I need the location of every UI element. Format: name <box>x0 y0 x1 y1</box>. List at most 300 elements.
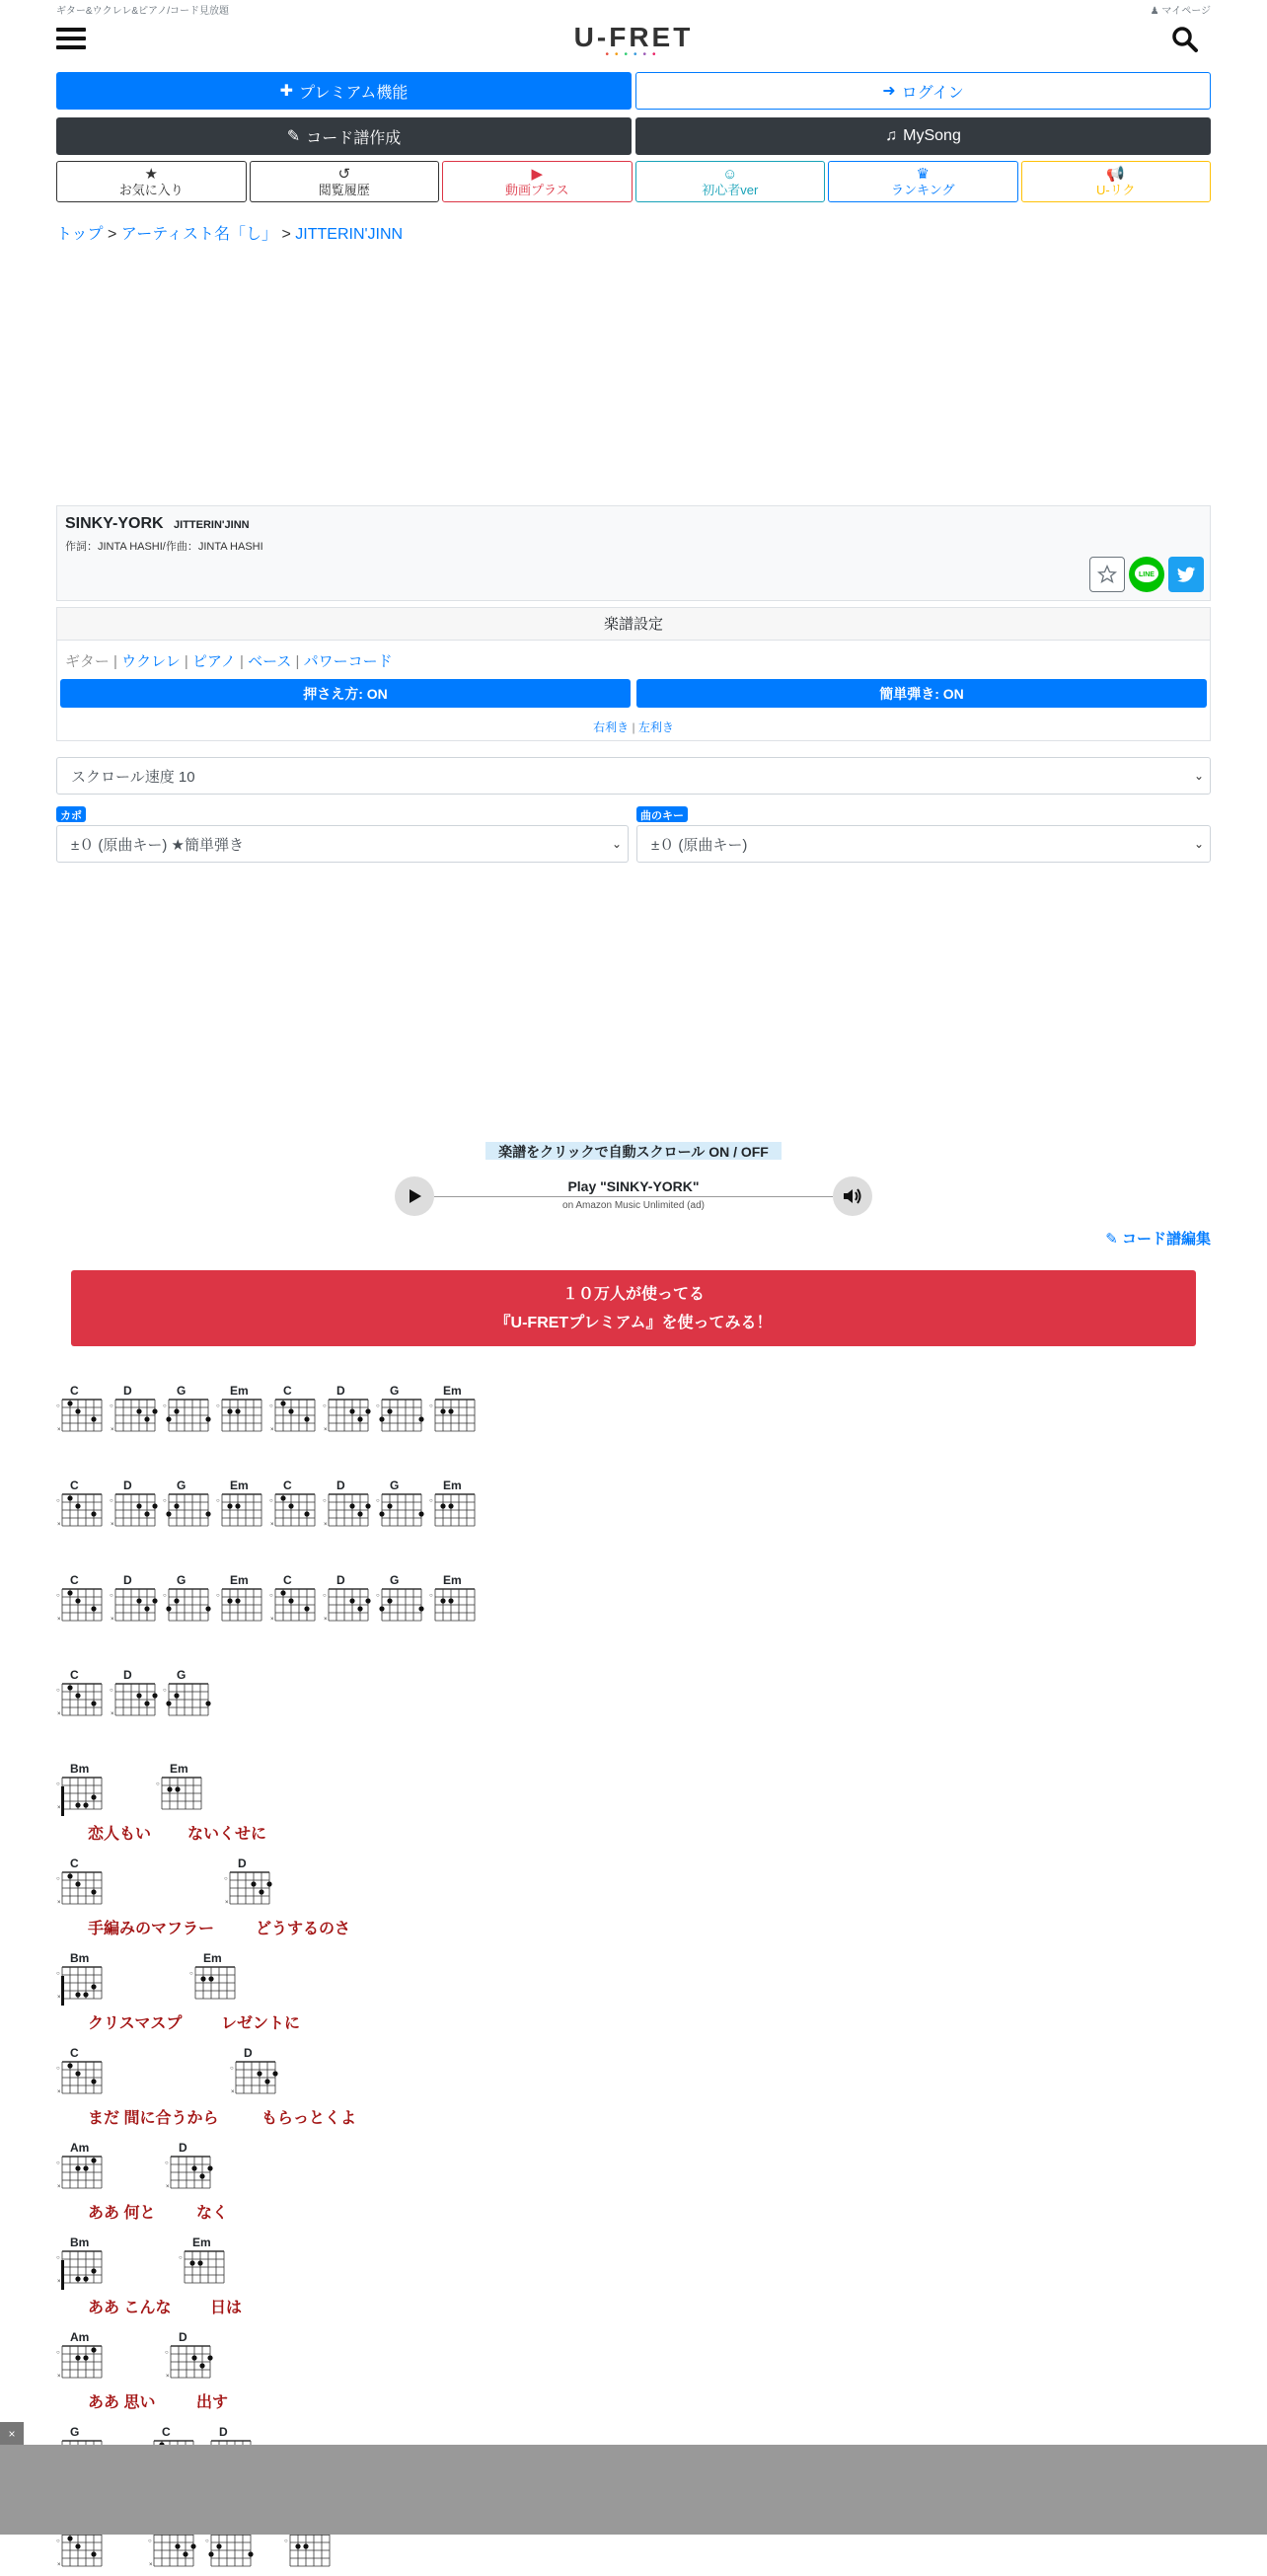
nav-request[interactable] <box>1021 161 1212 202</box>
chord-fretboard-icon <box>110 1680 155 1722</box>
chord-diagram[interactable] <box>269 1384 319 1441</box>
chord-fretboard-icon <box>205 2531 251 2573</box>
chord-name: Em <box>443 1573 462 1587</box>
chord-diagram[interactable] <box>189 1951 239 2008</box>
svg-text:○: ○ <box>269 1593 273 1599</box>
svg-text:×: × <box>57 1522 61 1528</box>
user-plus-icon: ✚ <box>279 83 294 100</box>
chord-name: Em <box>230 1573 249 1587</box>
svg-text:×: × <box>57 2562 61 2568</box>
svg-text:×: × <box>111 1522 114 1528</box>
premium-button[interactable] <box>56 72 632 110</box>
svg-text:×: × <box>57 1711 61 1717</box>
chord-diagram[interactable] <box>216 1384 265 1441</box>
chord-diagram[interactable] <box>110 1384 159 1441</box>
chord-diagram[interactable] <box>156 1762 205 1819</box>
line-share-icon[interactable] <box>1129 557 1164 592</box>
chord-fretboard-icon <box>269 1585 315 1628</box>
svg-text:×: × <box>270 1522 274 1528</box>
svg-text:○: ○ <box>269 1498 273 1504</box>
svg-text:○: ○ <box>165 2160 169 2166</box>
chord-name: Em <box>443 1384 462 1398</box>
svg-text:○: ○ <box>429 1498 433 1504</box>
chord-fretboard-icon <box>148 2531 193 2573</box>
chord-diagram[interactable] <box>429 1384 479 1441</box>
chord-diagram[interactable] <box>323 1573 372 1630</box>
svg-text:×: × <box>111 1617 114 1623</box>
svg-text:○: ○ <box>56 1403 60 1409</box>
history-icon: ↺ <box>337 165 351 183</box>
svg-text:×: × <box>166 2184 170 2190</box>
chord-diagram[interactable] <box>56 1762 106 1819</box>
chord-fretboard-icon <box>56 1680 102 1722</box>
chord-name: Bm <box>70 1951 90 1965</box>
chord-diagram[interactable] <box>56 2330 106 2387</box>
tab-ukulele[interactable]: ウクレレ <box>121 653 181 670</box>
chord-diagram[interactable] <box>56 1478 106 1536</box>
chord-name: Em <box>203 1951 222 1965</box>
chord-fretboard-icon <box>269 1490 315 1533</box>
svg-text:×: × <box>324 1617 328 1623</box>
amazon-music-player <box>395 1176 872 1220</box>
chord-fretboard-icon <box>216 1585 261 1628</box>
chord-name: C <box>70 1384 79 1398</box>
chord-fretboard-icon <box>376 1585 421 1628</box>
chord-name: Am <box>70 2330 90 2344</box>
svg-text:×: × <box>57 1427 61 1433</box>
chord-diagram[interactable] <box>110 1573 159 1630</box>
svg-text:○: ○ <box>56 1971 60 1977</box>
player-title: Play "SINKY-YORK" <box>567 1178 700 1194</box>
tab-power-chord[interactable]: パワーコード <box>303 653 393 670</box>
capo-value: ±０ (原曲キー) ★簡単弾き <box>71 836 245 854</box>
chord-name: G <box>390 1384 400 1398</box>
chord-name: D <box>123 1668 132 1682</box>
chord-name: D <box>123 1573 132 1587</box>
chord-edit-link[interactable] <box>1105 1228 1211 1249</box>
chord-diagram[interactable] <box>110 1668 159 1725</box>
chord-fretboard-icon <box>110 1396 155 1438</box>
lyric-text: まだ 間に合うから <box>88 2110 219 2127</box>
login-label: ログイン <box>901 84 964 102</box>
premium-banner-line2: 『U-FRETプレミアム』を使ってみる！ <box>494 1315 773 1331</box>
nav-label: 閲覧履歴 <box>318 182 370 197</box>
breadcrumb-artist-index[interactable]: アーティスト名「し」 <box>120 226 278 243</box>
svg-text:○: ○ <box>156 1781 160 1787</box>
svg-text:×: × <box>57 1900 61 1906</box>
svg-text:○: ○ <box>56 2255 60 2261</box>
chord-diagram[interactable] <box>56 2235 106 2293</box>
lyric-text: ああ こんな <box>88 2300 172 2316</box>
favorite-star-icon[interactable] <box>1089 557 1125 592</box>
svg-text:○: ○ <box>323 1593 327 1599</box>
chord-diagram[interactable] <box>376 1384 425 1441</box>
youtube-icon: ▶ <box>531 165 544 183</box>
chord-fretboard-icon <box>56 1774 102 1816</box>
chord-fretboard-icon <box>429 1396 475 1438</box>
right-hand-link[interactable]: 右利き <box>593 720 630 734</box>
svg-text:○: ○ <box>224 1876 228 1882</box>
nav-label: ランキング <box>890 182 955 197</box>
chord-diagram[interactable] <box>165 2141 214 2198</box>
chord-diagram[interactable] <box>165 2330 214 2387</box>
chord-diagram[interactable] <box>224 1856 273 1914</box>
svg-text:○: ○ <box>205 2538 209 2544</box>
chord-fretboard-icon <box>56 1585 102 1628</box>
svg-text:○: ○ <box>323 1403 327 1409</box>
svg-text:○: ○ <box>376 1403 380 1409</box>
chord-name: D <box>179 2330 187 2344</box>
chord-diagram[interactable] <box>216 1573 265 1630</box>
svg-text:×: × <box>111 1711 114 1717</box>
chord-diagram[interactable] <box>56 1573 106 1630</box>
svg-text:×: × <box>57 1995 61 2001</box>
chord-diagram[interactable] <box>163 1668 212 1725</box>
chord-diagram[interactable] <box>230 2046 279 2103</box>
svg-text:○: ○ <box>56 1498 60 1504</box>
quick-nav <box>56 161 1211 202</box>
nav-label: お気に入り <box>118 182 184 197</box>
svg-text:○: ○ <box>56 2160 60 2166</box>
svg-text:○: ○ <box>163 1593 167 1599</box>
auto-scroll-note[interactable]: 楽譜をクリックで自動スクロール ON / OFF <box>485 1142 782 1160</box>
lyric-text: どうするのさ <box>256 1921 351 1937</box>
chord-name: Am <box>70 2141 90 2155</box>
song-info <box>56 505 1211 601</box>
svg-text:○: ○ <box>56 2538 60 2544</box>
chord-diagram[interactable] <box>163 1573 212 1630</box>
chord-fretboard-icon <box>163 1680 208 1722</box>
bottom-ad-overlay <box>0 2445 1267 2535</box>
chord-name: D <box>336 1478 345 1492</box>
chord-fretboard-icon <box>110 1585 155 1628</box>
chord-diagram[interactable] <box>376 1478 425 1536</box>
svg-text:○: ○ <box>56 1781 60 1787</box>
svg-text:×: × <box>149 2562 153 2568</box>
breadcrumb-home[interactable]: トップ <box>56 226 104 243</box>
chord-fretboard-icon <box>56 2153 102 2195</box>
chord-name: C <box>283 1478 292 1492</box>
chord-name: D <box>244 2046 253 2060</box>
chevron-down-icon: ⌄ <box>1193 769 1204 783</box>
chord-fretboard-icon <box>163 1490 208 1533</box>
lyric-text: 出す <box>196 2394 229 2411</box>
easy-play-toggle-button[interactable]: 簡単弾き: ON <box>636 679 1207 708</box>
scroll-speed-select[interactable] <box>56 757 1211 795</box>
chord-diagram[interactable] <box>216 1478 265 1536</box>
svg-text:○: ○ <box>148 2538 152 2544</box>
svg-text:×: × <box>57 2279 61 2285</box>
scroll-speed-value: スクロール速度 10 <box>71 768 195 786</box>
svg-text:○: ○ <box>110 1593 113 1599</box>
lyric-text: 手編みのマフラー <box>88 1921 215 1937</box>
nav-favorites[interactable] <box>56 161 247 202</box>
sign-in-icon: ➜ <box>882 83 896 100</box>
chord-diagram[interactable] <box>269 1573 319 1630</box>
premium-label: プレミアム機能 <box>299 84 409 102</box>
key-badge: 曲のキー <box>636 806 688 822</box>
song-heading <box>65 515 250 533</box>
svg-text:○: ○ <box>429 1403 433 1409</box>
key-value: ±０ (原曲キー) <box>651 836 748 854</box>
volume-icon[interactable] <box>833 1176 872 1216</box>
site-tagline: ギター&ウクレレ&ピアノ/コード見放題 <box>56 6 229 17</box>
chord-diagram[interactable] <box>56 1856 106 1914</box>
settings-heading: 楽譜設定 <box>57 608 1210 641</box>
capo-badge: カポ <box>56 806 86 822</box>
nav-label: U-リク <box>1096 182 1136 197</box>
chord-fretboard-icon <box>224 1868 269 1911</box>
svg-text:○: ○ <box>56 2066 60 2072</box>
chevron-down-icon: ⌄ <box>1193 837 1204 851</box>
chord-name: Em <box>230 1478 249 1492</box>
nav-history[interactable] <box>250 161 440 202</box>
premium-banner-line1: １０万人が使ってる <box>561 1286 705 1303</box>
lyric-text: ないくせに <box>187 1826 267 1843</box>
instrument-tabs: ギター | ウクレレ | ピアノ | ベース | パワーコード <box>65 653 393 670</box>
chord-name: C <box>70 1668 79 1682</box>
svg-text:×: × <box>57 2089 61 2095</box>
svg-text:×: × <box>225 1900 229 1906</box>
chord-name: G <box>390 1478 400 1492</box>
logo[interactable] <box>574 22 694 60</box>
chord-name: G <box>177 1478 186 1492</box>
left-hand-link[interactable]: 左利き <box>637 720 674 734</box>
chord-fretboard-icon <box>230 2058 275 2100</box>
press-toggle-button[interactable]: 押さえ方: ON <box>60 679 631 708</box>
chord-diagram[interactable] <box>110 1478 159 1536</box>
nav-ranking[interactable] <box>828 161 1018 202</box>
svg-text:○: ○ <box>110 1498 113 1504</box>
logo-dots: •••••• <box>605 49 662 60</box>
chord-name: C <box>162 2425 171 2439</box>
svg-text:○: ○ <box>376 1593 380 1599</box>
chord-name: C <box>283 1573 292 1587</box>
svg-text:○: ○ <box>323 1498 327 1504</box>
song-title: SINKY-YORK <box>65 515 164 532</box>
close-icon[interactable]: × <box>0 2422 24 2446</box>
svg-text:×: × <box>324 1427 328 1433</box>
header <box>56 18 1211 65</box>
chord-diagram[interactable] <box>163 1384 212 1441</box>
chord-diagram[interactable] <box>163 1478 212 1536</box>
chord-name: G <box>177 1384 186 1398</box>
chord-name: C <box>70 1478 79 1492</box>
tab-guitar[interactable]: ギター <box>65 653 110 670</box>
chord-fretboard-icon <box>56 1868 102 1911</box>
chord-diagram[interactable] <box>56 2046 106 2103</box>
svg-text:×: × <box>270 1617 274 1623</box>
chord-fretboard-icon <box>429 1585 475 1628</box>
chord-fretboard-icon <box>165 2153 210 2195</box>
chord-diagram[interactable] <box>323 1478 372 1536</box>
svg-text:○: ○ <box>110 1403 113 1409</box>
menu-icon[interactable] <box>56 28 86 49</box>
chord-name: D <box>336 1384 345 1398</box>
chord-diagram[interactable] <box>56 1951 106 2008</box>
chord-fretboard-icon <box>56 2058 102 2100</box>
chord-name: G <box>177 1668 186 1682</box>
chord-fretboard-icon <box>56 2342 102 2385</box>
chord-name: G <box>177 1573 186 1587</box>
chord-name: Bm <box>70 1762 90 1776</box>
logo-text: U-FRET <box>573 22 694 52</box>
chord-fretboard-icon <box>376 1396 421 1438</box>
svg-text:×: × <box>57 2374 61 2380</box>
chord-edit-label: コード譜編集 <box>1121 1231 1211 1248</box>
chord-name: Em <box>192 2235 211 2249</box>
svg-text:○: ○ <box>216 1593 220 1599</box>
chord-name: D <box>238 1856 247 1870</box>
svg-text:○: ○ <box>216 1498 220 1504</box>
chevron-down-icon: ⌄ <box>611 837 622 851</box>
music-icon: ♫ <box>885 127 898 144</box>
chord-diagram[interactable] <box>323 1384 372 1441</box>
chord-diagram[interactable] <box>179 2235 228 2293</box>
player-subtitle: on Amazon Music Unlimited (ad) <box>562 1200 705 1211</box>
chord-fretboard-icon <box>56 2531 102 2573</box>
chord-name: G <box>70 2425 80 2439</box>
lyric-text: ああ 思い <box>88 2394 156 2411</box>
lyric-text: クリスマスプ <box>88 2015 183 2032</box>
hand-separator: | <box>632 720 635 734</box>
breadcrumb-artist[interactable]: JITTERIN'JINN <box>295 226 404 243</box>
chord-fretboard-icon <box>429 1490 475 1533</box>
share-bar <box>1089 557 1204 592</box>
svg-text:○: ○ <box>376 1498 380 1504</box>
lyric-text: もらっとくよ <box>261 2110 357 2127</box>
hand-options <box>57 719 1210 735</box>
chord-diagram[interactable] <box>56 1668 106 1725</box>
chord-fretboard-icon <box>163 1585 208 1628</box>
tools-row <box>56 117 1211 155</box>
star-icon: ★ <box>144 165 158 183</box>
svg-text:×: × <box>57 1805 61 1811</box>
svg-text:×: × <box>111 1427 114 1433</box>
chord-name: Bm <box>70 2235 90 2249</box>
svg-text:×: × <box>231 2089 235 2095</box>
lyric-text: ああ 何と <box>88 2205 156 2222</box>
chord-fretboard-icon <box>179 2247 224 2290</box>
chord-fretboard-icon <box>284 2531 330 2573</box>
key-select[interactable] <box>636 825 1211 863</box>
breadcrumb <box>56 221 403 244</box>
svg-text:×: × <box>270 1427 274 1433</box>
chord-fretboard-icon <box>163 1396 208 1438</box>
chord-fretboard-icon <box>189 1963 235 2006</box>
svg-text:×: × <box>57 1617 61 1623</box>
twitter-share-icon[interactable] <box>1168 557 1204 592</box>
svg-text:○: ○ <box>163 1498 167 1504</box>
svg-text:○: ○ <box>165 2350 169 2356</box>
svg-text:○: ○ <box>216 1403 220 1409</box>
chord-fretboard-icon <box>216 1396 261 1438</box>
nav-label: 動画プラス <box>504 182 569 197</box>
nav-beginner[interactable] <box>635 161 826 202</box>
svg-text:○: ○ <box>56 1688 60 1694</box>
chord-fretboard-icon <box>110 1490 155 1533</box>
create-label: コード譜作成 <box>306 129 402 147</box>
svg-text:○: ○ <box>163 1688 167 1694</box>
chord-name: C <box>70 1573 79 1587</box>
chord-name: Em <box>443 1478 462 1492</box>
account-row <box>56 72 1211 110</box>
chord-name: C <box>70 2046 79 2060</box>
song-credit: 作詞：JINTA HASHI/作曲：JINTA HASHI <box>65 541 263 553</box>
chord-fretboard-icon <box>323 1585 368 1628</box>
mypage-label: マイページ <box>1161 6 1211 17</box>
megaphone-icon: 📢 <box>1106 165 1126 183</box>
mysong-label: MySong <box>903 127 961 144</box>
login-button[interactable] <box>635 72 1211 110</box>
chord-name: D <box>336 1573 345 1587</box>
lyric-text: 恋人もい <box>88 1826 152 1843</box>
search-icon[interactable] <box>1171 26 1199 53</box>
nav-video-plus[interactable] <box>442 161 633 202</box>
score-settings <box>56 607 1211 741</box>
chord-fretboard-icon <box>269 1396 315 1438</box>
svg-text:○: ○ <box>179 2255 183 2261</box>
chord-fretboard-icon <box>56 1490 102 1533</box>
chord-fretboard-icon <box>156 1774 201 1816</box>
chord-fretboard-icon <box>165 2342 210 2385</box>
svg-text:×: × <box>324 1522 328 1528</box>
top-line <box>56 0 1211 16</box>
lyric-text: レゼントに <box>221 2015 301 2032</box>
user-icon: ♟ <box>1150 6 1159 17</box>
chord-fretboard-icon <box>56 1396 102 1438</box>
svg-text:○: ○ <box>56 1593 60 1599</box>
crown-icon: ♛ <box>916 165 930 183</box>
svg-text:○: ○ <box>163 1403 167 1409</box>
svg-text:○: ○ <box>429 1593 433 1599</box>
chord-fretboard-icon <box>323 1396 368 1438</box>
chord-diagram[interactable] <box>269 1478 319 1536</box>
chord-fretboard-icon <box>216 1490 261 1533</box>
tab-bass[interactable]: ベース <box>248 653 292 670</box>
tab-piano[interactable]: ピアノ <box>192 653 236 670</box>
svg-text:LINE: LINE <box>1139 571 1155 578</box>
chord-name: D <box>123 1478 132 1492</box>
chord-name: C <box>283 1384 292 1398</box>
premium-banner-button[interactable] <box>71 1270 1196 1346</box>
svg-text:○: ○ <box>230 2066 234 2072</box>
edit-icon: ✎ <box>286 128 301 145</box>
mysong-button[interactable] <box>635 117 1211 155</box>
capo-select[interactable] <box>56 825 629 863</box>
chord-name: D <box>219 2425 228 2439</box>
chord-diagram[interactable] <box>429 1573 479 1630</box>
chord-diagram[interactable] <box>56 1384 106 1441</box>
mypage-link[interactable] <box>1151 2 1211 17</box>
svg-text:○: ○ <box>269 1403 273 1409</box>
chord-fretboard-icon <box>376 1490 421 1533</box>
chord-diagram[interactable] <box>56 2141 106 2198</box>
breadcrumb-separator: > <box>107 226 117 243</box>
svg-text:○: ○ <box>56 2350 60 2356</box>
chord-name: D <box>123 1384 132 1398</box>
chord-diagram[interactable] <box>429 1478 479 1536</box>
chord-name: Em <box>230 1384 249 1398</box>
chord-name: G <box>390 1573 400 1587</box>
song-artist[interactable]: JITTERIN'JINN <box>174 519 250 531</box>
svg-text:×: × <box>57 2184 61 2190</box>
smile-icon: ☺ <box>722 165 738 183</box>
player-progress[interactable] <box>434 1196 833 1197</box>
create-chord-button[interactable] <box>56 117 632 155</box>
chord-fretboard-icon <box>56 1963 102 2006</box>
chord-diagram[interactable] <box>376 1573 425 1630</box>
